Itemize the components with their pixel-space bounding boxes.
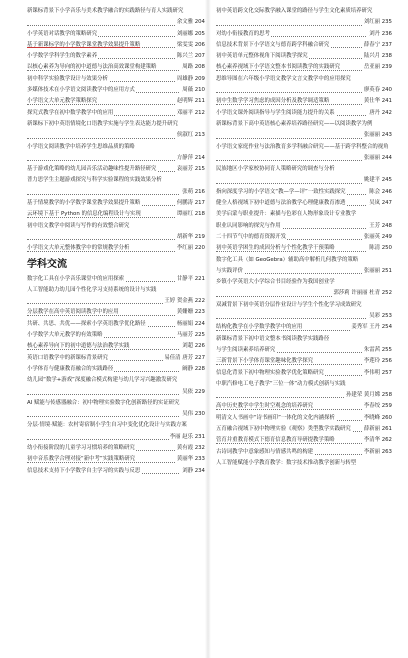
entry-title: 核心素养导向下的初中道德与法治教学实践 [27, 343, 130, 350]
entry-title: 明清文人书画中“诗书画印”一体化的文化内涵探析 [216, 414, 335, 421]
entry-title: 结构化教学在小学数学教学中的应用 [216, 324, 303, 331]
entry-author-page: 邓丽平 212 [176, 108, 205, 119]
toc-entry[interactable] [27, 466, 205, 477]
toc-entry[interactable] [27, 108, 205, 119]
toc-left-column [27, 6, 205, 477]
toc-entry[interactable] [27, 443, 205, 454]
entry-author-page: 张丽丽 251 [363, 266, 392, 277]
toc-entry[interactable] [216, 413, 392, 424]
entry-title: 人工智能赋能小学教育教学：数字技术推动教学创新与转型 [216, 459, 357, 466]
toc-entry[interactable] [27, 432, 205, 443]
entry-author-page: 陈兴兰 207 [176, 51, 205, 62]
toc-entry[interactable] [216, 130, 392, 141]
entry-author-page: 周薇 210 [181, 85, 205, 96]
toc-entry[interactable] [216, 119, 392, 130]
entry-title: 初中生数学学习焦虑的成因分析及教学调适策略 [216, 98, 330, 105]
entry-author-page: 李莲玲 256 [363, 356, 392, 367]
entry-author-page: 朱雷茜 255 [363, 345, 392, 356]
entry-title: 美学启蒙与职业提升：素描与色彩在人物形象设计专业教学 [216, 211, 357, 218]
entry-title: 多媒体技术在小学语文阅读教学中的应用方式 [27, 87, 135, 94]
toc-entry[interactable] [216, 356, 392, 367]
toc-right-column [216, 6, 392, 469]
toc-entry[interactable] [216, 435, 392, 446]
entry-title: 三新背景下小学体育课堂趣味化教学探究 [216, 358, 314, 365]
entry-author-page: 阚静 228 [181, 364, 205, 375]
toc-entry[interactable] [216, 255, 392, 266]
section-heading: 学科交流 [27, 258, 67, 270]
toc-entry[interactable] [27, 364, 205, 375]
page-fold-shadow [205, 0, 211, 658]
entry-title: 新课标背景下高中英语核心素养培养路径研究——以阅读教学为例 [216, 120, 373, 127]
entry-title: 初中语文教学中阅读与写作的有效整合研究 [27, 222, 130, 229]
toc-entry[interactable] [27, 330, 205, 341]
entry-author-page: 吴伟 230 [181, 409, 205, 420]
entry-author-page: 黄有霞 232 [176, 443, 205, 454]
entry-author-page: 刘红丽 235 [363, 17, 392, 28]
entry-title: 思维导图在六年级小学语文教学文言文教学中的应用探究 [216, 75, 351, 82]
entry-title: 管育并重教育模式下德育信息教育导研提教学策略 [216, 437, 335, 444]
entry-title: 二十四节气中的德育资源开发 [216, 233, 287, 240]
entry-title: 共研、共思、共优——探索小学英语教学优化路径 [27, 320, 146, 327]
entry-author-page: 王芳 248 [368, 221, 392, 232]
entry-title: 新课标背景下小学音乐与美术教学融合的实践路径与育人实践研究 [27, 8, 184, 14]
toc-entry[interactable] [216, 345, 392, 356]
entry-author-page: 甘静平 221 [176, 274, 205, 285]
toc-entry[interactable] [27, 353, 205, 364]
entry-author-page: 易佳清 唐芳 227 [163, 353, 205, 364]
entry-author-page: 李清华 262 [363, 435, 392, 446]
toc-entry[interactable] [27, 74, 205, 85]
entry-title: 信息技术背景下小学语文与德育跨学科融合研究 [216, 41, 330, 48]
entry-title: 职业认同影响的探究与作用 [216, 222, 281, 229]
entry-author-page: 陆兴月 238 [363, 51, 392, 62]
entry-author-page: 梁雯雯 206 [176, 40, 205, 51]
entry-title: 信息化背景下初中物理实验教学优化策略研究 [216, 369, 324, 376]
toc-entry[interactable] [216, 243, 392, 254]
entry-author-page: 胡新华 219 [176, 232, 205, 243]
entry-author-page: 薛春宁 237 [363, 40, 392, 51]
toc-entry[interactable] [27, 6, 205, 17]
toc-entry[interactable] [216, 458, 392, 469]
dot-leader [27, 303, 179, 304]
toc-entry[interactable] [27, 40, 205, 51]
entry-author-page: 王婷 贺金燕 222 [163, 296, 205, 307]
entry-author-page: 陈会 246 [368, 187, 392, 198]
toc-entry[interactable] [216, 221, 392, 232]
toc-entry[interactable] [216, 322, 392, 333]
toc-entry[interactable] [27, 153, 205, 164]
entry-author-page: 周路 208 [181, 62, 205, 73]
toc-entry[interactable] [216, 300, 392, 311]
toc-entry[interactable] [27, 398, 205, 409]
dot-leader [27, 194, 179, 195]
entry-title: 探究式教学在初中数学教学中的应用 [27, 109, 114, 116]
toc-entry[interactable] [27, 119, 205, 130]
toc-entry[interactable] [216, 277, 392, 288]
entry-title: 双减背景下初中英语分层作业设计与学生个性化学习成效研究 [216, 301, 362, 308]
entry-author-page: 周雄静 209 [176, 74, 205, 85]
entry-author-page: 李红丽 220 [176, 243, 205, 254]
dot-leader [216, 160, 366, 161]
entry-title: 小学语文阅读教学中培养学生思维品质的策略 [27, 143, 135, 150]
toc-entry[interactable] [216, 153, 392, 164]
toc-entry[interactable] [27, 142, 205, 153]
toc-entry[interactable] [27, 285, 205, 296]
entry-author-page: 黄仕华 241 [363, 96, 392, 107]
entry-title: 人工智能助力幼儿园个性化学习支持系统的设计与实践 [27, 286, 157, 293]
entry-author-page: 刘丹 236 [368, 29, 392, 40]
entry-title: 信息技术支持下小学数学自主学习的实践与反思 [27, 467, 141, 474]
entry-author-page: 赵明辉 211 [176, 96, 205, 107]
entry-author-page: 吴彩 253 [368, 311, 392, 322]
toc-entry[interactable] [27, 17, 205, 28]
entry-author-page: 刘丽娜 205 [176, 29, 205, 40]
dot-leader [27, 138, 179, 139]
entry-author-page: 廖英春 240 [363, 85, 392, 96]
dot-leader [27, 439, 179, 440]
toc-entry[interactable] [27, 175, 205, 186]
toc-entry[interactable] [27, 221, 205, 232]
dot-leader [216, 25, 366, 26]
toc-entry[interactable] [216, 175, 392, 186]
toc-entry[interactable] [27, 319, 205, 330]
toc-entry[interactable] [27, 232, 205, 243]
toc-entry[interactable] [216, 187, 392, 198]
toc-entry[interactable] [27, 375, 205, 386]
toc-entry[interactable] [27, 51, 205, 62]
toc-entry[interactable] [27, 187, 205, 198]
entry-author-page: 杨丽娟 224 [176, 319, 205, 330]
entry-author-page: 李晓峰 260 [363, 413, 392, 424]
entry-author-page: 何鹏涛 217 [176, 198, 205, 209]
toc-entry[interactable] [216, 164, 392, 175]
dot-leader [216, 397, 366, 398]
toc-entry[interactable] [216, 266, 392, 277]
toc-entry[interactable] [27, 198, 205, 209]
entry-title: AI 赋能与传感器融合：初中物理实验数字化创新路径的实证研究 [27, 399, 180, 406]
toc-entry[interactable] [216, 311, 392, 322]
entry-title: 初中英语跨文化交际教学融入课堂的路径与学生文化素质培养研究 [216, 8, 373, 14]
entry-title: 五育融合视域下初中物理实验《观察》类型教学实践研究 [216, 425, 351, 432]
entry-title: 核心素养视域下小学语文整本书阅读教学的实践研究 [216, 64, 340, 71]
dot-leader [216, 138, 366, 139]
entry-title: 小学数学大单元教学的有效策略 [27, 332, 103, 339]
entry-author-page: 吴依 229 [181, 387, 205, 398]
entry-author-page: 余文雅 204 [176, 17, 205, 28]
entry-title: 对幼小衔接教育的思考 [216, 30, 270, 37]
entry-title: 小学语文课外阅读指导与学生阅读能力提升的关系 [216, 109, 335, 116]
entry-author-page: 吴岚 247 [368, 198, 392, 209]
dot-leader [27, 394, 179, 395]
toc-entry[interactable] [216, 209, 392, 220]
toc-entry[interactable] [216, 96, 392, 107]
toc-entry[interactable] [216, 288, 392, 299]
toc-entry[interactable] [27, 296, 205, 307]
entry-title: 中职汽修电工电子教学“三位一体”动力模式创新与实践 [216, 380, 346, 387]
toc-entry[interactable] [216, 51, 392, 62]
toc-entry[interactable] [216, 379, 392, 390]
entry-title: 数字化工具在小学音乐课堂中的应用探索 [27, 275, 125, 282]
toc-entry[interactable] [216, 447, 392, 458]
entry-title: 幼小衔接阶段的儿童学习习惯培养的策略研究 [27, 444, 135, 451]
entry-author-page: 侯淑红 213 [176, 130, 205, 141]
toc-entry[interactable] [27, 62, 205, 73]
entry-title: 以核心素养为导向的初中道德与法治高效课堂构建策略 [27, 64, 157, 71]
entry-title: 小学语文大单元教学策略探究 [27, 98, 98, 105]
dot-leader [216, 183, 366, 184]
entry-title: 英语口语教学中的新课标背景研究 [27, 354, 108, 361]
entry-author-page: 黄姗姗 223 [176, 307, 205, 318]
entry-author-page: 陈清 250 [368, 243, 392, 254]
toc-entry[interactable] [216, 85, 392, 96]
entry-title: 初中科学实验教学设计与效果分析 [27, 75, 108, 82]
entry-author-page: 谭丽红 218 [176, 209, 205, 220]
toc-entry[interactable] [216, 29, 392, 40]
entry-author-page: 张萌 216 [181, 187, 205, 198]
entry-title: 初中英语学困生的成因分析与个性化教学干预策略 [216, 245, 335, 252]
entry-title: 小学体育与健康教育融合的实践路径 [27, 365, 114, 372]
entry-title: 小学英语对话教学的策略研究 [27, 30, 98, 37]
entry-title: 初中音乐教学合理对接“新中考”实践策略研究 [27, 456, 136, 463]
toc-entry[interactable] [216, 6, 392, 17]
entry-title: 民族地区小学家校协同育人策略研究的调查与分析 [216, 166, 335, 173]
entry-title: 指向深度学习的小学语文“教—学—评”一致性实践探究 [216, 188, 346, 195]
entry-title: 基于新课标学的小学数学课堂教学效果提升策略 [27, 41, 141, 48]
entry-author-page: 刘超 226 [181, 341, 205, 352]
dot-leader [27, 160, 179, 161]
toc-entry[interactable] [27, 274, 205, 285]
toc-entry[interactable] [27, 243, 205, 254]
entry-author-page: 姚建平 245 [363, 175, 392, 186]
entry-author-page: 张丽英 249 [363, 232, 392, 243]
dot-leader [216, 318, 366, 319]
entry-author-page: 李丽 赵乐 231 [169, 432, 205, 443]
entry-title: 与学生阅读素养培养研究 [216, 346, 276, 353]
entry-author-page: 薛新丽 261 [363, 424, 392, 435]
entry-author-page: 姜秀军 王丹 254 [350, 322, 392, 333]
entry-author-page: 马丽芳 225 [176, 330, 205, 341]
entry-title: 分层·情境·赋能：农村寄宿制小学生自习中变化优化设计与实践方案 [27, 422, 187, 429]
toc-entry[interactable] [27, 307, 205, 318]
entry-author-page: 方静萍 214 [176, 153, 205, 164]
toc-entry[interactable] [216, 108, 392, 119]
entry-author-page: 袁丽芳 215 [176, 164, 205, 175]
entry-author-page: 郭莎莉 许丽丽 杜青 252 [332, 288, 392, 299]
entry-title: 小学数学学科学生的数学素养 [27, 53, 98, 60]
entry-title: 基于游戏化策略的幼儿园音乐活动趣味性提升路径研究 [27, 166, 157, 173]
dot-leader [27, 416, 179, 417]
entry-title: 与实践评价 [216, 267, 243, 274]
toc-entry[interactable] [27, 164, 205, 175]
toc-entry[interactable] [27, 409, 205, 420]
toc-entry[interactable] [216, 198, 392, 209]
toc-entry[interactable] [216, 232, 392, 243]
toc-entry[interactable] [216, 142, 392, 153]
toc-entry[interactable] [27, 209, 205, 220]
entry-title: 普力思学生主题游戏探究与科学实验课程的实践效果分析 [27, 177, 162, 184]
toc-entry[interactable] [27, 29, 205, 40]
toc-entry[interactable] [27, 387, 205, 398]
toc-entry[interactable] [27, 420, 205, 431]
entry-title: 小学语文家庭作业与法治教育多学科融合研究——基于跨学科整合的视角 [216, 143, 389, 150]
entry-title: 小学语文大单元整体教学中的常规教学分析 [27, 245, 130, 252]
entry-title: 古诗词教学中意象感知与情感共鸣的构建 [216, 448, 314, 455]
dot-leader [27, 25, 179, 26]
dot-leader [27, 239, 179, 240]
entry-title: 健全人格视域下初中道德与法治教学心理健康教育渗透 [216, 200, 346, 207]
entry-author-page: 唐丹 242 [368, 108, 392, 119]
toc-entry[interactable] [216, 390, 392, 401]
entry-author-page: 岳亚丽 239 [363, 62, 392, 73]
entry-title: 数字化工具（如 GeoGebra）辅助高中解析几何教学的策略 [216, 256, 359, 263]
toc-entry[interactable] [216, 424, 392, 435]
entry-author-page: 刘静 234 [181, 466, 205, 477]
entry-author-page: 张丽丽 243 [363, 130, 392, 141]
entry-title: 乡镇小学英语大小学综合书目经验作为我国创业学 [216, 279, 335, 286]
entry-title: 幼儿园“数学+游戏”深度融合模式构建与幼儿学习兴趣激发研究 [27, 377, 178, 384]
entry-author-page: 孙建荣 黄月嫦 258 [345, 390, 392, 401]
entry-author-page: 李春绞 259 [363, 401, 392, 412]
entry-title: 初中英语单元整体视角下阅读教学探究 [216, 53, 308, 60]
toc-entry[interactable] [27, 341, 205, 352]
toc-entry[interactable] [216, 17, 392, 28]
entry-author-page: 李新丽 263 [363, 447, 392, 458]
entry-title: 新课标背景下初中语文整本书阅读教学实践路径 [216, 335, 330, 342]
entry-title: 基于情境教学的小学数学课堂教学效果提升策略 [27, 200, 141, 207]
entry-author-page: 张丽丽 244 [363, 153, 392, 164]
toc-entry[interactable] [27, 454, 205, 465]
entry-title: 分层教学在高中英语阅读教学中的应用 [27, 309, 119, 316]
toc-entry[interactable] [216, 368, 392, 379]
entry-author-page: 李伟明 257 [363, 368, 392, 379]
dot-leader [216, 92, 366, 93]
entry-title: 高中历史教学中学生时空观念的培养研究 [216, 403, 314, 410]
toc-entry[interactable] [216, 401, 392, 412]
toc-entry[interactable] [27, 96, 205, 107]
entry-title: 新课标下初中英语情境化口语教学实施与学生表达能力提升研究 [27, 120, 178, 127]
toc-entry[interactable] [27, 130, 205, 141]
entry-title: 云环境下基于 Python 的信息化编程设计与实现 [27, 211, 141, 218]
toc-entry[interactable] [216, 334, 392, 345]
entry-author-page: 黄丽华 233 [176, 454, 205, 465]
toc-entry[interactable] [27, 85, 205, 96]
toc-entry[interactable] [216, 74, 392, 85]
toc-entry[interactable] [216, 40, 392, 51]
toc-entry[interactable] [216, 62, 392, 73]
